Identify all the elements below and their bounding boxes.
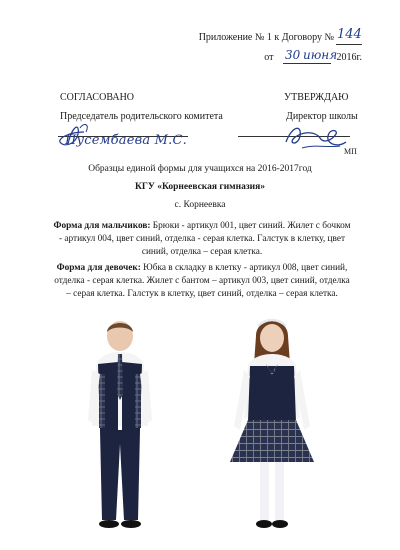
handwritten-month: июня (303, 48, 338, 62)
approved-heading: УТВЕРЖДАЮ (284, 92, 349, 103)
director-title: Директор школы (286, 111, 358, 122)
appendix-line: Приложение № 1 к Договору № (198, 32, 334, 43)
stamp-label: МП (344, 147, 357, 156)
date-line: от 2016г. (264, 52, 362, 63)
village-name: с. Корнеевка (174, 200, 226, 210)
chair-title: Председатель родительского комитета (60, 111, 223, 122)
girls-label: Форма для девочек: (56, 263, 141, 273)
boys-uniform-paragraph (52, 220, 352, 259)
girls-description: Юбка в складку в клетку - артикул 008, цвет синий, отделка - серая клетка. Жилет с бантом – артикул 003, цвет синий, отделка – серая клетка. Галстук в клетку, цвет синий, отделка – серая клетка. (54, 263, 350, 299)
document-title: Образцы единой формы для учащихся на 2016-2017год (88, 164, 312, 174)
boys-description: Брюки - артикул 001, цвет синий. Жилет с бочком - артикул 004, цвет синий, отделка - серая клетка. Галстук в клетку, цвет синий, отделка – серая клетка. (58, 221, 351, 257)
agreed-heading: СОГЛАСОВАНО (60, 92, 135, 103)
girl-uniform-photo (222, 314, 322, 536)
girls-uniform-paragraph (52, 262, 352, 301)
boy-uniform-photo (80, 314, 160, 534)
director-signature-icon (280, 118, 350, 160)
school-name: КГУ «Корнеевская гимназия» (134, 182, 266, 192)
handwritten-day: 30 (285, 48, 301, 62)
contract-number-underline (336, 44, 362, 45)
date-underline (283, 63, 331, 64)
boys-label: Форма для мальчиков: (53, 221, 151, 231)
chair-signature-name: Пусембаева М.С. (65, 133, 187, 148)
handwritten-contract-number: 144 (337, 27, 362, 42)
